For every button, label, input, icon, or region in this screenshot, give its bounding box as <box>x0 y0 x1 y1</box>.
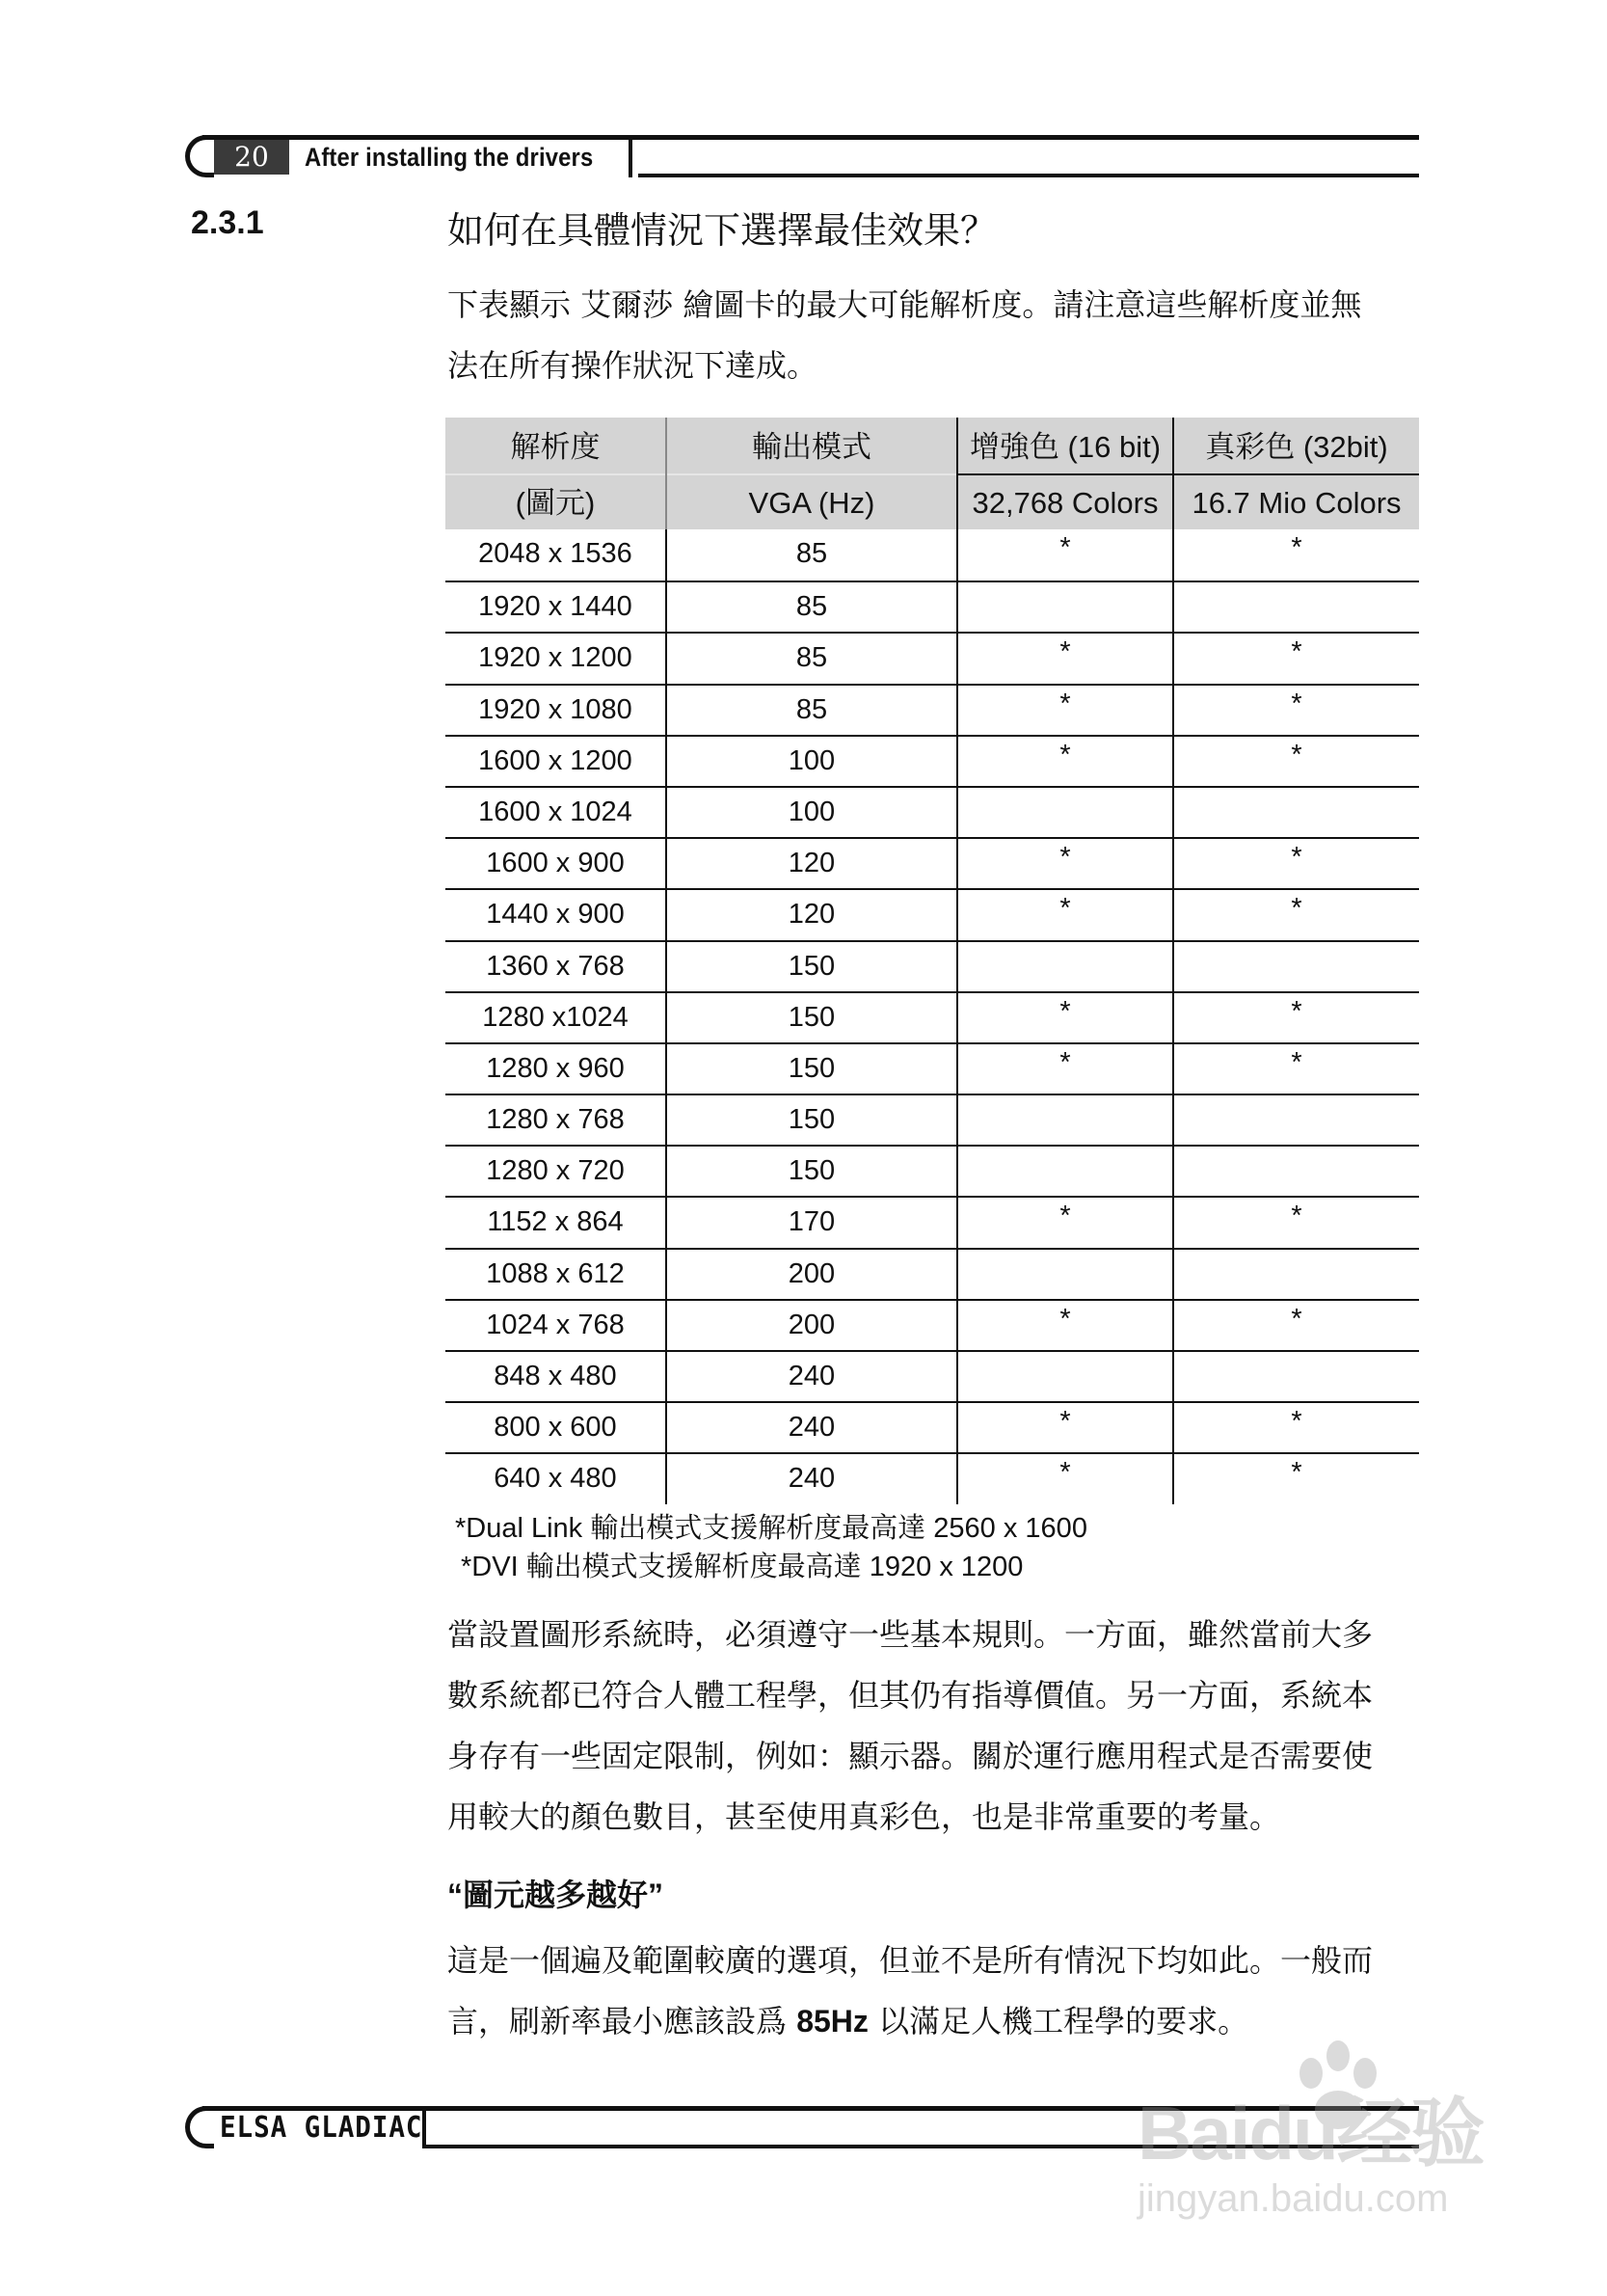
cell-high-color: * <box>956 1454 1172 1503</box>
cell-high-color: * <box>956 1198 1172 1247</box>
cell-resolution: 1920 x 1080 <box>478 693 632 725</box>
cell-high-color: * <box>956 634 1172 683</box>
cell-high-color: * <box>956 686 1172 735</box>
table-row <box>445 581 1419 632</box>
cell-refresh-rate: 240 <box>665 1403 956 1452</box>
cell-true-color <box>1172 1095 1419 1145</box>
table-row <box>445 1094 1419 1145</box>
table-row <box>445 735 1419 786</box>
closing-line: 這是一個遍及範圍較廣的選項，但並不是所有情況下均如此。一般而 <box>447 1942 1374 1979</box>
header-rule-bottom <box>638 174 1419 177</box>
footer-cap <box>185 2106 214 2148</box>
note-dvi: *DVI 輸出模式支援解析度最高達 1920 x 1200 <box>461 1552 1024 1582</box>
cell-true-color: * <box>1172 1403 1419 1452</box>
cell-refresh-rate: 240 <box>665 1352 956 1401</box>
cell-true-color <box>1172 788 1419 837</box>
cell-true-color: * <box>1172 993 1419 1042</box>
header-title: After installing the drivers <box>305 143 594 172</box>
cell-refresh-rate: 200 <box>665 1250 956 1299</box>
table-row <box>445 1299 1419 1350</box>
table-row <box>445 1452 1419 1503</box>
cell-true-color: * <box>1172 1198 1419 1247</box>
body-line: 當設置圖形系統時，必須遵守一些基本規則。一方面，雖然當前大多 <box>447 1616 1374 1653</box>
cell-high-color: * <box>956 839 1172 888</box>
body-line: 數系統都已符合人體工程學，但其仍有指導價值。另一方面，系統本 <box>447 1677 1374 1714</box>
resolution-table <box>445 418 1419 1504</box>
header-cell-output-mode: 輸出模式 VGA (Hz) <box>665 418 956 529</box>
cell-refresh-rate: 120 <box>665 890 956 939</box>
table-row <box>445 632 1419 683</box>
cell-resolution: 1152 x 864 <box>487 1206 624 1238</box>
cell-high-color: * <box>956 1403 1172 1452</box>
cell-refresh-rate: 120 <box>665 839 956 888</box>
cell-refresh-rate: 150 <box>665 1095 956 1145</box>
table-header <box>445 418 1419 529</box>
cell-refresh-rate: 150 <box>665 942 956 991</box>
cell-true-color: * <box>1172 1044 1419 1094</box>
cell-refresh-rate: 85 <box>665 529 956 581</box>
cell-refresh-rate: 150 <box>665 993 956 1042</box>
body-line: 身存有一些固定限制，例如：顯示器。關於運行應用程式是否需要使 <box>447 1738 1374 1774</box>
table-row <box>445 1248 1419 1299</box>
cell-true-color: * <box>1172 1301 1419 1350</box>
cell-refresh-rate: 85 <box>665 582 956 632</box>
cell-resolution: 1280 x 768 <box>486 1104 625 1136</box>
cell-high-color <box>956 1095 1172 1145</box>
table-row <box>445 837 1419 888</box>
cell-resolution: 1600 x 900 <box>486 848 625 879</box>
cell-resolution: 1360 x 768 <box>486 950 625 982</box>
table-row <box>445 1042 1419 1094</box>
cell-resolution: 1024 x 768 <box>486 1309 625 1340</box>
cell-resolution: 800 x 600 <box>494 1412 617 1444</box>
table-row <box>445 786 1419 837</box>
cell-resolution: 1280 x 720 <box>486 1155 625 1187</box>
cell-true-color <box>1172 582 1419 632</box>
watermark-logo-text: Baidu经验 <box>1138 2091 1484 2175</box>
cell-true-color <box>1172 1250 1419 1299</box>
cell-high-color: * <box>956 890 1172 939</box>
cell-resolution: 1088 x 612 <box>486 1257 625 1289</box>
cell-refresh-rate: 150 <box>665 1147 956 1196</box>
cell-true-color <box>1172 1147 1419 1196</box>
cell-true-color: * <box>1172 890 1419 939</box>
cell-true-color: * <box>1172 634 1419 683</box>
cell-refresh-rate: 150 <box>665 1044 956 1094</box>
note-dual-link: *Dual Link 輸出模式支援解析度最高達 2560 x 1600 <box>455 1513 1087 1544</box>
cell-refresh-rate: 170 <box>665 1198 956 1247</box>
cell-true-color: * <box>1172 529 1419 581</box>
section-title: 如何在具體情況下選擇最佳效果？ <box>447 209 998 252</box>
table-row <box>445 684 1419 735</box>
cell-refresh-rate: 100 <box>665 788 956 837</box>
table-row <box>445 991 1419 1042</box>
baidu-watermark <box>1138 2035 1504 2228</box>
closing-text: 言，刷新率最小應該設爲 <box>447 2003 797 2039</box>
cell-resolution: 1600 x 1200 <box>478 744 632 776</box>
header-divider <box>629 140 632 177</box>
cell-resolution: 848 x 480 <box>494 1361 617 1391</box>
cell-refresh-rate: 85 <box>665 634 956 683</box>
cell-true-color <box>1172 1352 1419 1401</box>
header-cap <box>185 135 214 177</box>
cell-resolution: 1600 x 1024 <box>478 796 632 827</box>
cell-high-color: * <box>956 737 1172 786</box>
table-row <box>445 1401 1419 1452</box>
cell-resolution: 640 x 480 <box>494 1463 617 1495</box>
table-row <box>445 1196 1419 1247</box>
cell-high-color <box>956 1352 1172 1401</box>
header-cell-resolution: 解析度 (圖元) <box>445 418 665 529</box>
cell-refresh-rate: 85 <box>665 686 956 735</box>
cell-refresh-rate: 100 <box>665 737 956 786</box>
cell-high-color: * <box>956 993 1172 1042</box>
refresh-rate-value: 85Hz <box>796 2004 869 2039</box>
intro-line: 法在所有操作狀況下達成。 <box>447 347 818 384</box>
footer-brand: ELSA GLADIAC <box>220 2111 423 2145</box>
section-number: 2.3.1 <box>191 204 264 241</box>
cell-high-color <box>956 788 1172 837</box>
cell-resolution: 1920 x 1440 <box>478 591 632 623</box>
footer-divider <box>422 2111 426 2148</box>
table-row <box>445 940 1419 991</box>
body-paragraph <box>447 1605 1421 1848</box>
cell-resolution: 1440 x 900 <box>486 899 625 931</box>
cell-true-color: * <box>1172 686 1419 735</box>
page-number: 20 <box>214 140 289 175</box>
cell-true-color: * <box>1172 839 1419 888</box>
cell-true-color <box>1172 942 1419 991</box>
page-header <box>185 135 1419 179</box>
intro-paragraph <box>447 275 1421 396</box>
body-line: 用較大的顏色數目，甚至使用真彩色，也是非常重要的考量。 <box>447 1798 1281 1835</box>
cell-resolution: 1280 x 960 <box>486 1052 625 1084</box>
closing-text: 以滿足人機工程學的要求。 <box>868 2003 1249 2039</box>
quote-heading: “圖元越多越好” <box>447 1877 664 1912</box>
table-row <box>445 1350 1419 1401</box>
cell-refresh-rate: 200 <box>665 1301 956 1350</box>
cell-high-color: * <box>956 529 1172 581</box>
cell-high-color: * <box>956 1301 1172 1350</box>
cell-resolution: 1920 x 1200 <box>478 642 632 674</box>
cell-resolution: 2048 x 1536 <box>478 538 632 569</box>
table-body <box>445 529 1419 1504</box>
cell-refresh-rate: 240 <box>665 1454 956 1503</box>
table-row <box>445 1145 1419 1196</box>
cell-resolution: 1280 x1024 <box>482 1001 629 1033</box>
header-cell-high-color: 增強色 (16 bit) 32,768 Colors <box>956 418 1172 529</box>
table-row <box>445 888 1419 939</box>
table-row <box>445 529 1419 581</box>
cell-high-color <box>956 582 1172 632</box>
cell-high-color <box>956 942 1172 991</box>
intro-line: 下表顯示 艾爾莎 繪圖卡的最大可能解析度。請注意這些解析度並無 <box>447 286 1362 323</box>
header-cell-true-color: 真彩色 (32bit) 16.7 Mio Colors <box>1172 418 1419 529</box>
cell-high-color <box>956 1250 1172 1299</box>
cell-high-color: * <box>956 1044 1172 1094</box>
watermark-url: jingyan.baidu.com <box>1138 2177 1449 2220</box>
cell-high-color <box>956 1147 1172 1196</box>
cell-true-color: * <box>1172 737 1419 786</box>
cell-true-color: * <box>1172 1454 1419 1503</box>
